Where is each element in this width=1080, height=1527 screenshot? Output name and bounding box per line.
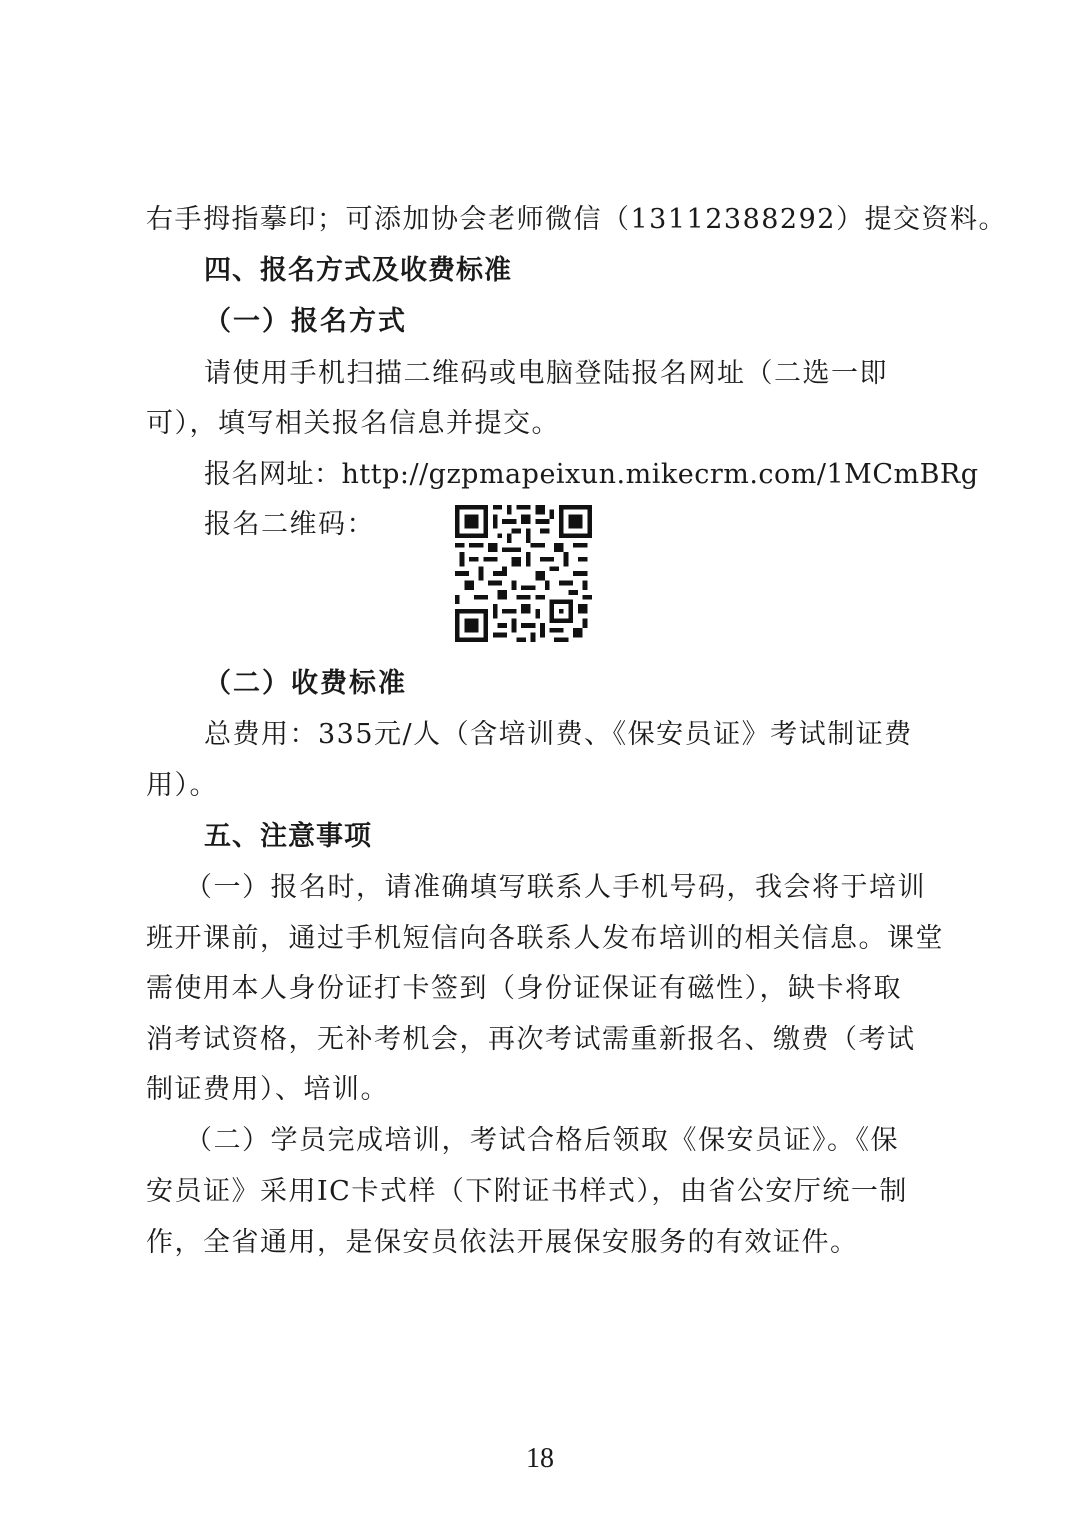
section-heading: 四、报名方式及收费标准 xyxy=(204,255,512,286)
qr-code-icon xyxy=(455,505,592,642)
body-text-line: 安员证》采用IC卡式样（下附证书样式），由省公安厅统一制 xyxy=(146,1176,908,1207)
body-text-line: 制证费用）、培训。 xyxy=(146,1074,389,1105)
body-text-line: 需使用本人身份证打卡签到（身份证保证有磁性），缺卡将取 xyxy=(146,973,902,1004)
registration-url: 报名网址：http://gzpmapeixun.mikecrm.com/1MCmBRg xyxy=(204,459,979,490)
body-text-line: 用）。 xyxy=(146,770,218,801)
section-heading: 五、注意事项 xyxy=(204,821,372,852)
body-text-line: 作，全省通用，是保安员依法开展保安服务的有效证件。 xyxy=(146,1227,859,1258)
body-text-line: 右手拇指摹印；可添加协会老师微信（13112388292）提交资料。 xyxy=(146,204,1007,235)
body-text-line: 请使用手机扫描二维码或电脑登陆报名网址（二选一即 xyxy=(204,358,888,389)
body-text-line: 总费用：335元/人（含培训费、《保安员证》考试制证费 xyxy=(204,719,913,750)
body-text-line: 消考试资格，无补考机会，再次考试需重新报名、缴费（考试 xyxy=(146,1024,916,1055)
body-text-line: 可），填写相关报名信息并提交。 xyxy=(146,408,560,439)
qr-label: 报名二维码： xyxy=(204,509,375,540)
body-text-line: （一）报名时，请准确填写联系人手机号码，我会将于培训 xyxy=(185,872,926,903)
subsection-heading: （二）收费标准 xyxy=(204,668,407,699)
body-text-line: 班开课前，通过手机短信向各联系人发布培训的相关信息。课堂 xyxy=(146,923,944,954)
page-number: 18 xyxy=(526,1443,554,1474)
subsection-heading: （一）报名方式 xyxy=(204,306,407,337)
body-text-line: （二）学员完成培训，考试合格后领取《保安员证》。《保 xyxy=(185,1125,899,1156)
